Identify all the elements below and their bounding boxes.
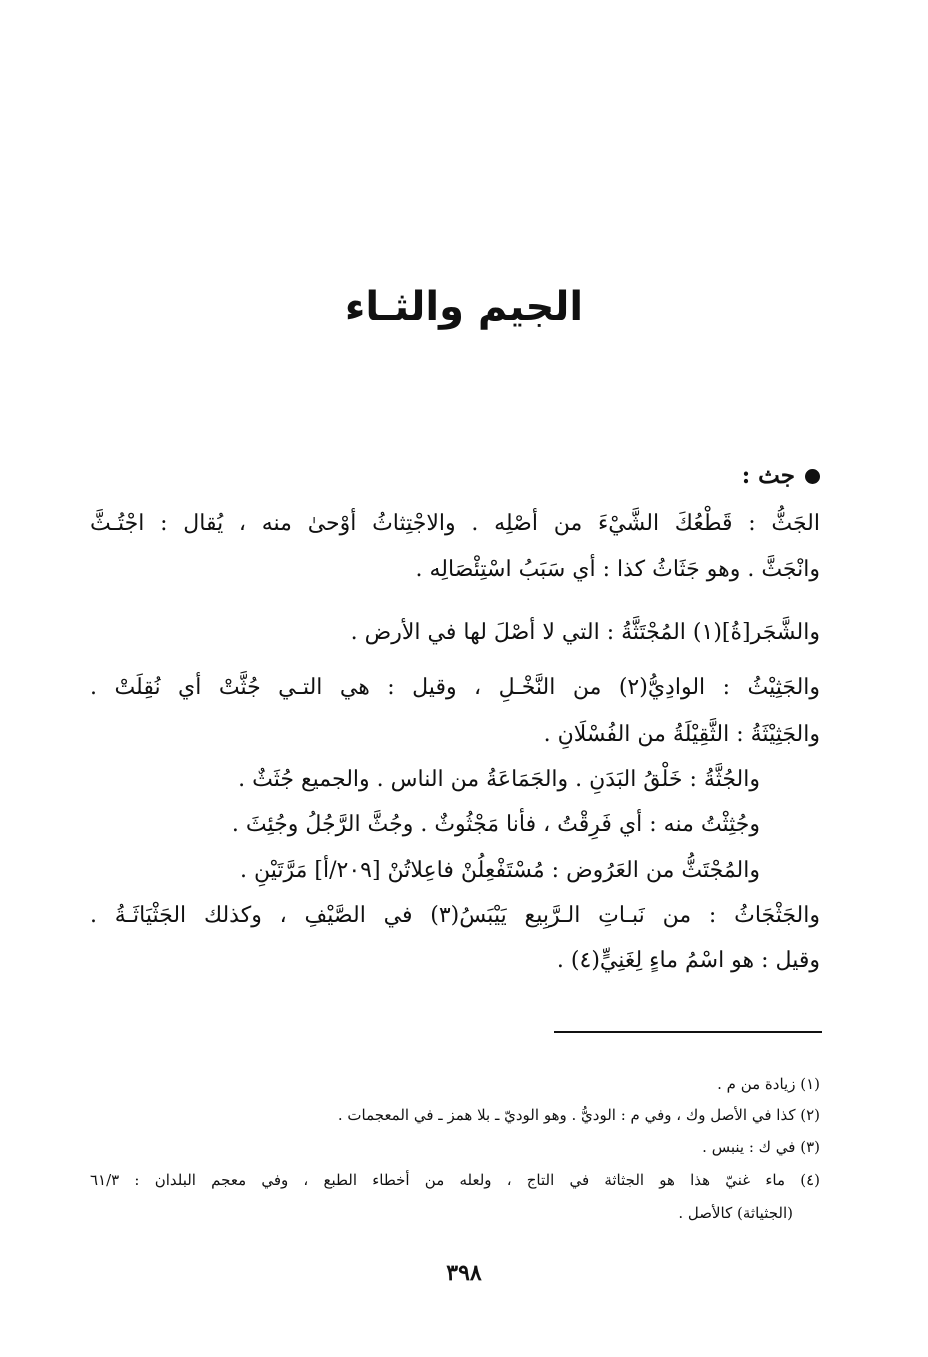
text-line-6: والجُثَّةُ : خَلْقُ البَدَنِ . والجَمَاعَةُ من الناس . والجميع جُثَثٌ . bbox=[238, 767, 760, 792]
entry-heading-text: جث : bbox=[741, 462, 795, 489]
footnote-4-continuation: (الجثياثة) كالأصل . bbox=[678, 1204, 793, 1222]
chapter-title: الجيم والثـاء bbox=[344, 284, 584, 330]
text-line-5: والجَثِيْثَةُ : الثَّقِيْلَةُ من الفُسْلَانِ . bbox=[543, 722, 820, 747]
footnote-divider bbox=[554, 1031, 822, 1033]
text-line-3: والشَّجَر[ةُ](١) المُجْتَثَّةُ : التي لا أصْلَ لها في الأرض . bbox=[350, 620, 820, 645]
text-line-8: والمُجْتَثُّ من العَرُوض : مُسْتَفْعِلُنْ فاعِلاتُنْ [٢٠٩/أ] مَرَّتَيْنِ . bbox=[239, 858, 760, 883]
text-line-4: والجَثِيْثُ : الوادِيُّ(٢) من النَّخْـلِ ، وقيل : هي التـي جُثَّتْ أي نُقِلَتْ . bbox=[90, 675, 821, 700]
entry-heading bbox=[742, 458, 820, 494]
text-line-7: وجُثِثْتُ منه : أي فَرِقْتُ ، فأنا مَجْثُوثٌ . وجُثَّ الرَّجُلُ وجُئِثَ . bbox=[231, 812, 760, 837]
footnote-3: (٣) في ك : ينبس . bbox=[702, 1138, 820, 1156]
text-line-2: وانْجَثَّ . وهو جَثَاثُ كذا : أي سَبَبُ اسْتِئْصَالِه . bbox=[415, 557, 820, 582]
text-line-9: والجَثْجَاثُ : من نَبـاتِ الـرَّبِيع يَيْبَسُ(٣) في الصَّيْفِ ، وكذلك الجَثْيَاثَـةُ . bbox=[90, 903, 820, 928]
text-line-1: الجَثُّ : قَطْعُكَ الشَّيْءَ من أصْلِه . والاجْتِثاثُ أوْحىٰ منه ، يُقال : اجْتُـثَّ bbox=[90, 511, 820, 536]
footnote-4: (٤) ماء غنيّ هذا هو الجثاثة في التاج ، ولعله من أخطاء الطبع ، وفي معجم البلدان : ٦١/٣ bbox=[90, 1171, 820, 1189]
footnote-1: (١) زيادة من م . bbox=[717, 1075, 820, 1093]
footnote-2: (٢) كذا في الأصل وك ، وفي م : الوديُّ . وهو الوديّ ـ بلا همز ـ في المعجمات . bbox=[337, 1106, 820, 1124]
bullet-icon bbox=[805, 469, 820, 484]
page-number: ٣٩٨ bbox=[446, 1260, 482, 1286]
text-line-10: وقيل : هو اسْمُ ماءٍ لِغَنِيٍّ(٤) . bbox=[556, 948, 820, 973]
